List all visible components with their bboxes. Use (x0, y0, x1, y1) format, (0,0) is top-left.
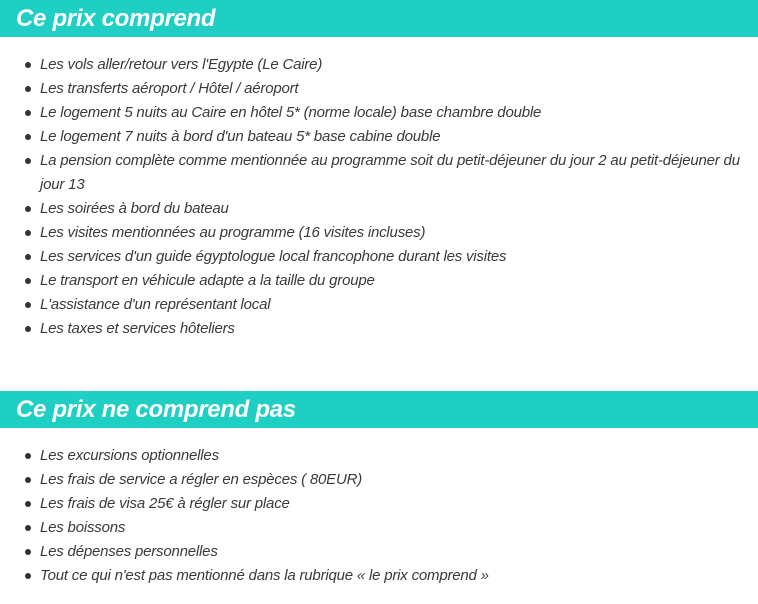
bullet-icon (25, 230, 31, 236)
list-item-text: Les dépenses personnelles (40, 543, 218, 560)
section-title-price-excludes: Ce prix ne comprend pas (0, 391, 758, 428)
bullet-icon (25, 134, 31, 140)
list-item-text: Les visites mentionnées au programme (16 visites incluses) (40, 224, 426, 241)
bullet-icon (25, 302, 31, 308)
list-item (0, 53, 758, 77)
list-item (0, 149, 758, 197)
list-item (0, 221, 758, 245)
list-item-text: Les frais de service a régler en espèces ( 80EUR) (40, 471, 363, 488)
list-item-text: Les boissons (40, 519, 126, 536)
bullet-icon (25, 549, 31, 555)
bullet-icon (25, 573, 31, 579)
list-item-text: Les excursions optionnelles (40, 447, 219, 464)
price-includes-list (0, 53, 758, 341)
list-item (0, 269, 758, 293)
list-item (0, 564, 758, 588)
bullet-icon (25, 326, 31, 332)
list-item-text: L'assistance d'un représentant local (40, 296, 271, 313)
list-item (0, 492, 758, 516)
list-item (0, 77, 758, 101)
list-item-text: Le logement 5 nuits au Caire en hôtel 5* (norme locale) base chambre double (40, 104, 542, 121)
bullet-icon (25, 62, 31, 68)
bullet-icon (25, 525, 31, 531)
bullet-icon (25, 206, 31, 212)
list-item (0, 293, 758, 317)
bullet-icon (25, 501, 31, 507)
bullet-icon (25, 254, 31, 260)
list-item-text: Les taxes et services hôteliers (40, 320, 235, 337)
list-item-text: Les vols aller/retour vers l'Egypte (Le Caire) (40, 56, 323, 73)
list-item (0, 317, 758, 341)
price-excludes-list (0, 444, 758, 588)
bullet-icon (25, 158, 31, 164)
bullet-icon (25, 86, 31, 92)
bullet-icon (25, 477, 31, 483)
list-item-text: Le transport en véhicule adapte a la taille du groupe (40, 272, 375, 289)
section-title-price-includes: Ce prix comprend (0, 0, 758, 37)
bullet-icon (25, 453, 31, 459)
list-item (0, 101, 758, 125)
list-item-text: Les transferts aéroport / Hôtel / aéroport (40, 80, 299, 97)
list-item-text: Les frais de visa 25€ à régler sur place (40, 495, 290, 512)
list-item (0, 245, 758, 269)
list-item-text: Le logement 7 nuits à bord d'un bateau 5* base cabine double (40, 128, 441, 145)
list-item (0, 540, 758, 564)
list-item-text: Tout ce qui n'est pas mentionné dans la rubrique « le prix comprend » (40, 567, 489, 584)
list-item (0, 468, 758, 492)
list-item (0, 197, 758, 221)
list-item-text: Les services d'un guide égyptologue local francophone durant les visites (40, 248, 507, 265)
list-item (0, 125, 758, 149)
list-item-text: Les soirées à bord du bateau (40, 200, 229, 217)
list-item (0, 516, 758, 540)
list-item (0, 444, 758, 468)
bullet-icon (25, 278, 31, 284)
bullet-icon (25, 110, 31, 116)
list-item-text: La pension complète comme mentionnée au programme soit du petit-déjeuner du jour 2 au petit-déjeuner du jour 13 (40, 152, 740, 193)
